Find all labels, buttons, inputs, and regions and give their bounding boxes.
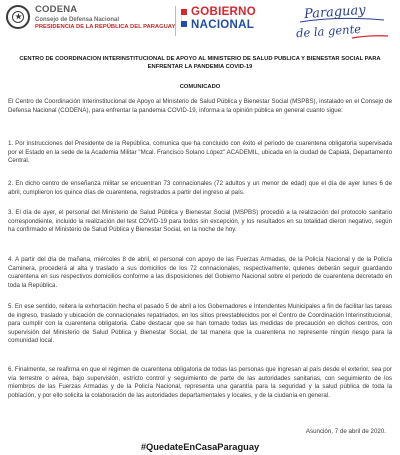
gov-line-1: GOBIERNO [191,6,257,18]
flag-icon [181,9,187,27]
codena-logo [35,5,175,30]
codena-subtitle: Consejo de Defensa Nacional [35,16,120,23]
codena-name: CODENA [35,4,78,15]
paragraph-6: 6. Finalmente, se reafirma en que el régimen de cuarentena obligatoria de todas las personas que ingresan al país desde el exterior, sea por vía terrestre o aérea, bajo supervisión, estricto control y seguimiento de parte de las autoridades sanitarias, con seguimiento de los miembros de las Fuerzas Armadas y de la Policía Nacional, representa una garantía para la seguridad y la salud pública de toda la población, y por ello solicita la colaboración de las autoridades departamentales y locales, y de la ciudanía en general. [8,366,392,399]
paragraph-4: 4. A partir del día de mañana, miércoles 8 de abril, el personal con apoyo de las Fuerzas Armadas, de la Policía Nacional y de la Policía Caminera, procederá al alta y traslado a sus domicilios de los 72 connacionales, respectivamente, quienes deberán seguir guardando cuarentena en sus respectivos domicilios conforme a las disposiciones del Gobierno Nacional sobre el periodo de cuarentena decretado en toda la República. [8,256,392,289]
paragraph-5: 5. En ese sentido, reitera la exhortación hecha el pasado 5 de abril a los Gobernadores e Intendentes Municipales a fin de facilitar las tareas de ingreso, traslado y ubicación de connacionales repatriados, en los sitios preestablecidos por el Centro de Coordinación Interinstitucional, para cumplir con la cuarentena obligatoria. Cabe destacar que se han tomado todas las medidas de precaución en dichos centros, con supervisión del Ministerio de Salud Pública y Bienestar Social, de tal manera que la cuarentena no represente ningún riesgo para la comunidad local. [8,303,392,345]
hashtag-footer: #QuedateEnCasaParaguay [140,442,260,452]
brand-line-2: de la gente [295,21,362,41]
header-divider [175,6,176,36]
paragraph-1: 1. Por instrucciones del Presidente de la República, comunica que ha concluido con éxito el periodo de cuarentena obligatoria supervisada por el Estado en la sede de la Academia Militar "Mcal. Francisco Solano López" ACADEMIL, ubicada en la ciudad de Capiatá, Departamento Central. [8,140,392,165]
document-title: CENTRO DE COORDINACION INTERINSTITUCIONAL DE APOYO AL MINISTERIO DE SALUD PUBLICA Y BIENESTAR SOCIAL PARA ENFRENTAR LA PANDEMIA COVID-19 [19,56,381,70]
gov-line-2: NACIONAL [191,18,255,31]
national-seal-icon [6,5,30,29]
paraguay-de-la-gente-logo [292,2,392,42]
document-subtitle: COMUNICADO [179,84,221,90]
date-line: Asunción, 7 de abril de 2020. [305,428,386,435]
letterhead [0,0,400,44]
paragraph-3: 3. El día de ayer, el personal del Ministerio de Salud Pública y Bienestar Social (MSPBS) procedió a la realización del protocolo sanitario correspondiente, incluido la realización del test COVID-19 para todos sin excepción, y los resultados en su totalidad dieron negativo, según ha confirmado el Ministerio de Salud Pública y Bienestar Social, en la noche de hoy. [8,209,392,234]
presidency-label: PRESIDENCIA DE LA REPÚBLICA DEL PARAGUAY [35,23,176,30]
gobierno-nacional-logo [191,7,256,31]
brand-line-1: Paraguay [303,2,367,23]
paragraph-intro: El Centro de Coordinación Interinstitucional de Apoyo al Ministerio de Salud Pública y Bienestar Social (MSPBS), instalado en el Consejo de Defensa Nacional (CODENA), para enfrentar la pandemia COVID-19, informa a la opinión pública en general cuanto sigue: [8,98,392,114]
paragraph-2: 2. En dicho centro de enseñanza militar se encuentran 73 connacionales (72 adultos y un menor de edad) que el día de ayer lunes 6 de abril, cumplieron los quince días de cuarentena, registrados a partir del ingreso al país. [8,180,392,196]
